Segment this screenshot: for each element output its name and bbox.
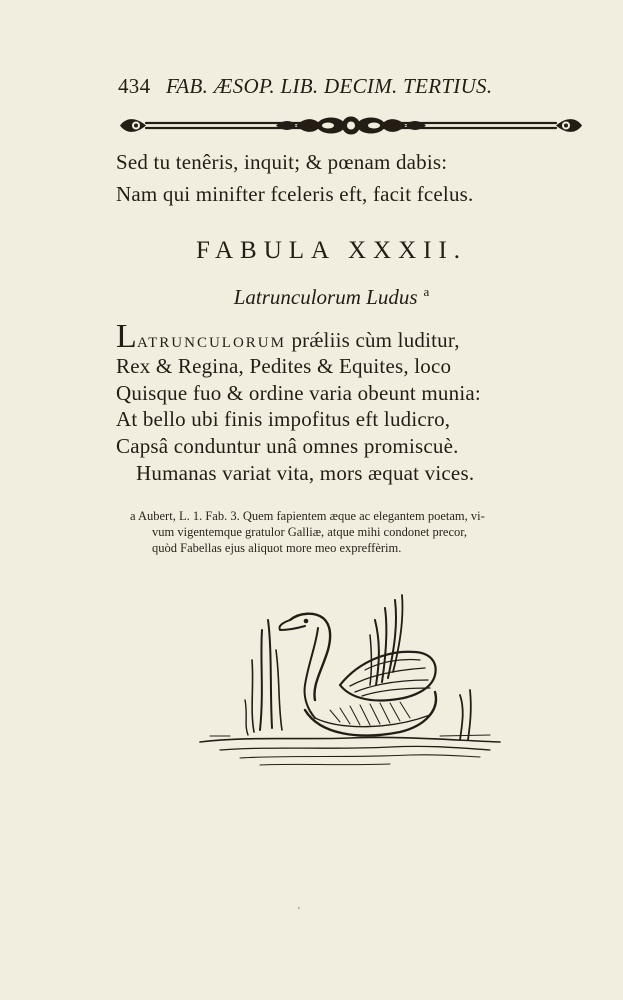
swan-woodcut-image [190, 590, 510, 780]
verse-line: Capsâ conduntur unâ omnes promiscuè. [116, 434, 459, 458]
fable-title: FABULA XXXII. [195, 237, 468, 264]
footnote [130, 508, 595, 556]
first-word-smallcaps: atrunculorum [136, 328, 286, 352]
verse-line: At bello ubi finis impofitus eft ludicro, [116, 407, 451, 431]
verse-line: Quisque fuo & ordine varia obeunt munia: [116, 381, 481, 405]
running-header [118, 74, 578, 99]
verse-line: Rex & Regina, Pedites & Equites, loco [116, 354, 452, 378]
verse-line-first [116, 320, 460, 354]
page-mark: ' [298, 906, 300, 917]
subtitle-text: Latrunculorum Ludus [233, 285, 418, 309]
drop-capital: L [116, 318, 137, 355]
footnote-line: a Aubert, L. 1. Fab. 3. Quem fapientem æque ac elegantem poetam, vi- [130, 509, 485, 523]
running-title: FAB. ÆSOP. LIB. DECIM. TERTIUS. [165, 74, 493, 98]
fable-subtitle [0, 284, 623, 310]
ornamental-rule [116, 114, 586, 140]
footnote-line: vum vigentemque gratulor Galliæ, atque mihi condonet precor, [152, 525, 468, 539]
footnote-marker: a [423, 284, 430, 299]
page-number: 434 [118, 74, 151, 98]
first-line-rest: prǽliis cùm luditur, [291, 328, 460, 352]
verse-line: Humanas variat vita, mors æquat vices. [136, 461, 475, 485]
footnote-line: quòd Fabellas ejus aliquot more meo expreffèrim. [152, 541, 402, 555]
verse-line: Sed tu tenêris, inquit; & pœnam dabis: [116, 150, 448, 174]
verse-line: Nam qui minifter fceleris eft, facit fcelus. [116, 182, 474, 206]
